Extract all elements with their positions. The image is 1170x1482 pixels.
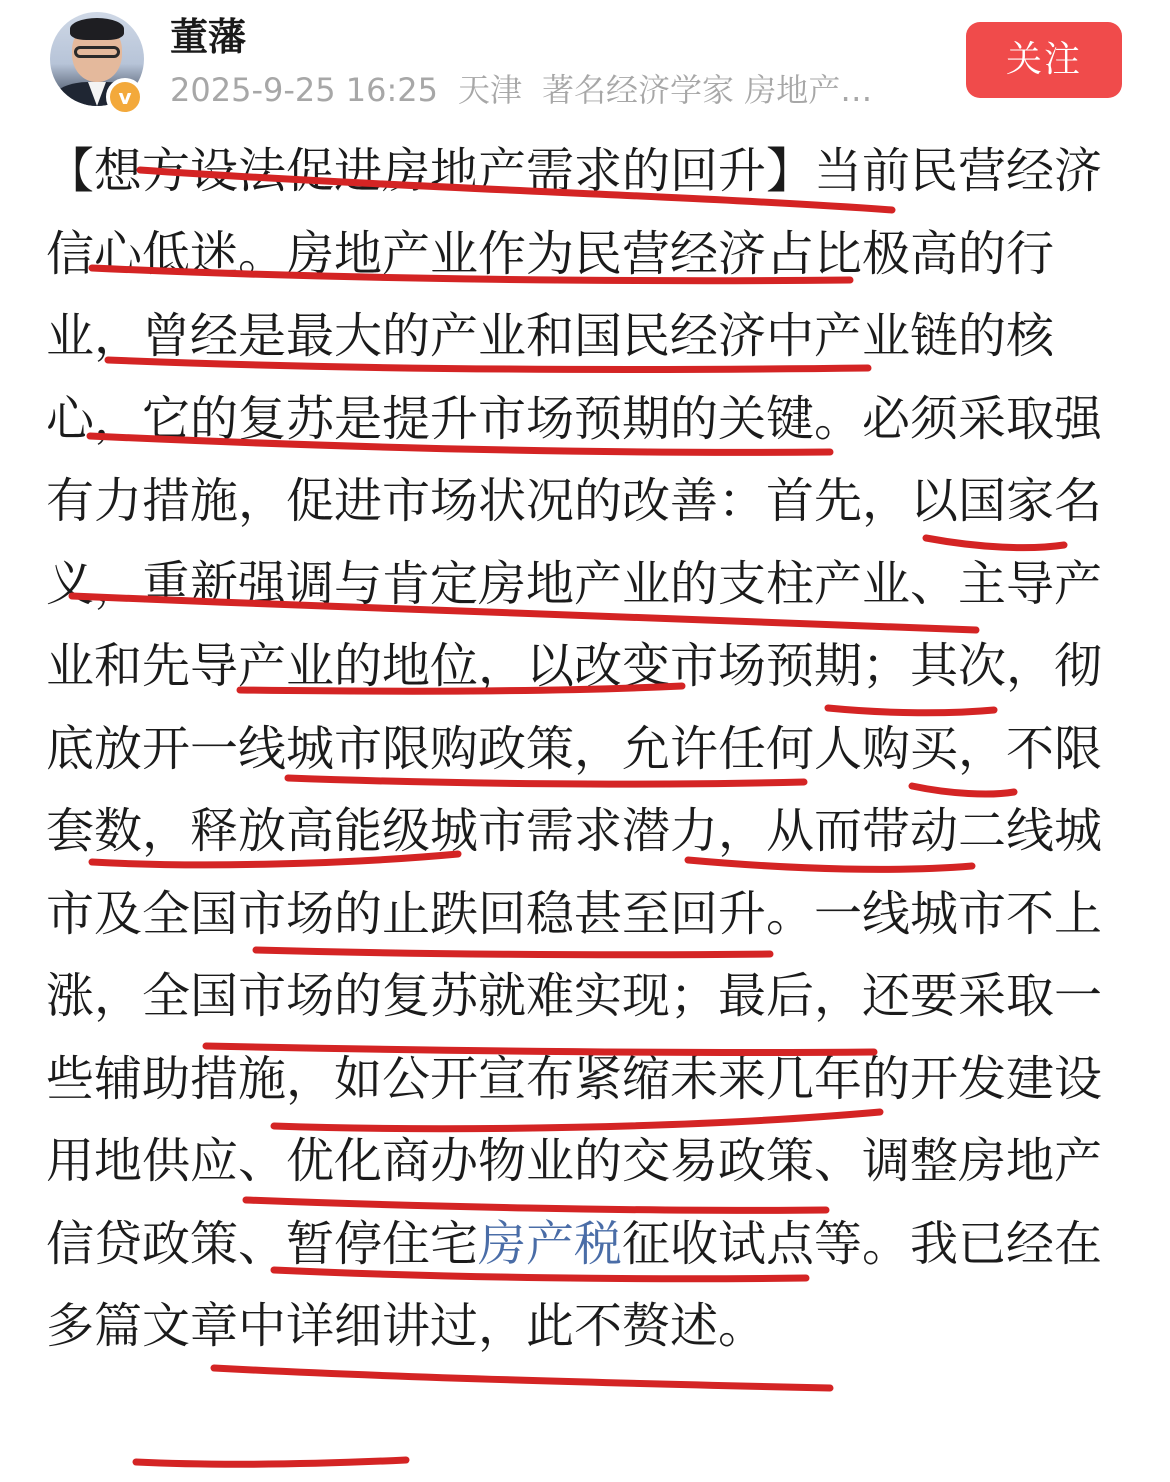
follow-button[interactable]: 关注 — [966, 22, 1122, 98]
avatar-glasses — [74, 46, 120, 58]
underline-stroke — [136, 1460, 406, 1464]
post-header — [0, 0, 1170, 120]
post-location: 天津 — [458, 71, 523, 109]
post-text-main: 【想方设法促进房地产需求的回升】当前民营经济信心低迷。房地产业作为民营经济占比极高的行业，曾经是最大的产业和国民经济中产业链的核心，它的复苏是提升市场预期的关键。必须采取强有力措施，促进市场状况的改善：首先，以国家名义，重新强调与肯定房地产业的支柱产业、主导产业和先导产业的地位，以改变市场预期；其次，彻底放开一线城市限购政策，允许任何人购买，不限套数，释放高能级城市需求潜力，从而带动二线城市及全国市场的止跌回稳甚至回升。一线城市不上涨，全国市场的复苏就难实现；最后，还要采取一些辅助措施，如公开宣布紧缩未来几年的开发建设用地供应、优化商办物业的交易政策、调整房地产信贷政策、暂停住宅 — [46, 143, 1103, 1272]
post-body — [46, 130, 1126, 1368]
author-description: 著名经济学家 房地产… — [542, 71, 873, 109]
verified-badge-icon: v — [106, 78, 144, 116]
hashtag-link[interactable]: 房产税 — [478, 1215, 623, 1272]
post-meta — [170, 68, 940, 112]
underline-stroke — [214, 1368, 830, 1388]
post-time: 2025-9-25 16:25 — [170, 71, 438, 109]
avatar-hair — [70, 18, 124, 40]
post-text-tail: 征收试点等。我已经在多篇文章中详细讲过，此不赘述。 — [46, 1215, 1103, 1354]
author-name[interactable]: 董藩 — [170, 15, 247, 59]
